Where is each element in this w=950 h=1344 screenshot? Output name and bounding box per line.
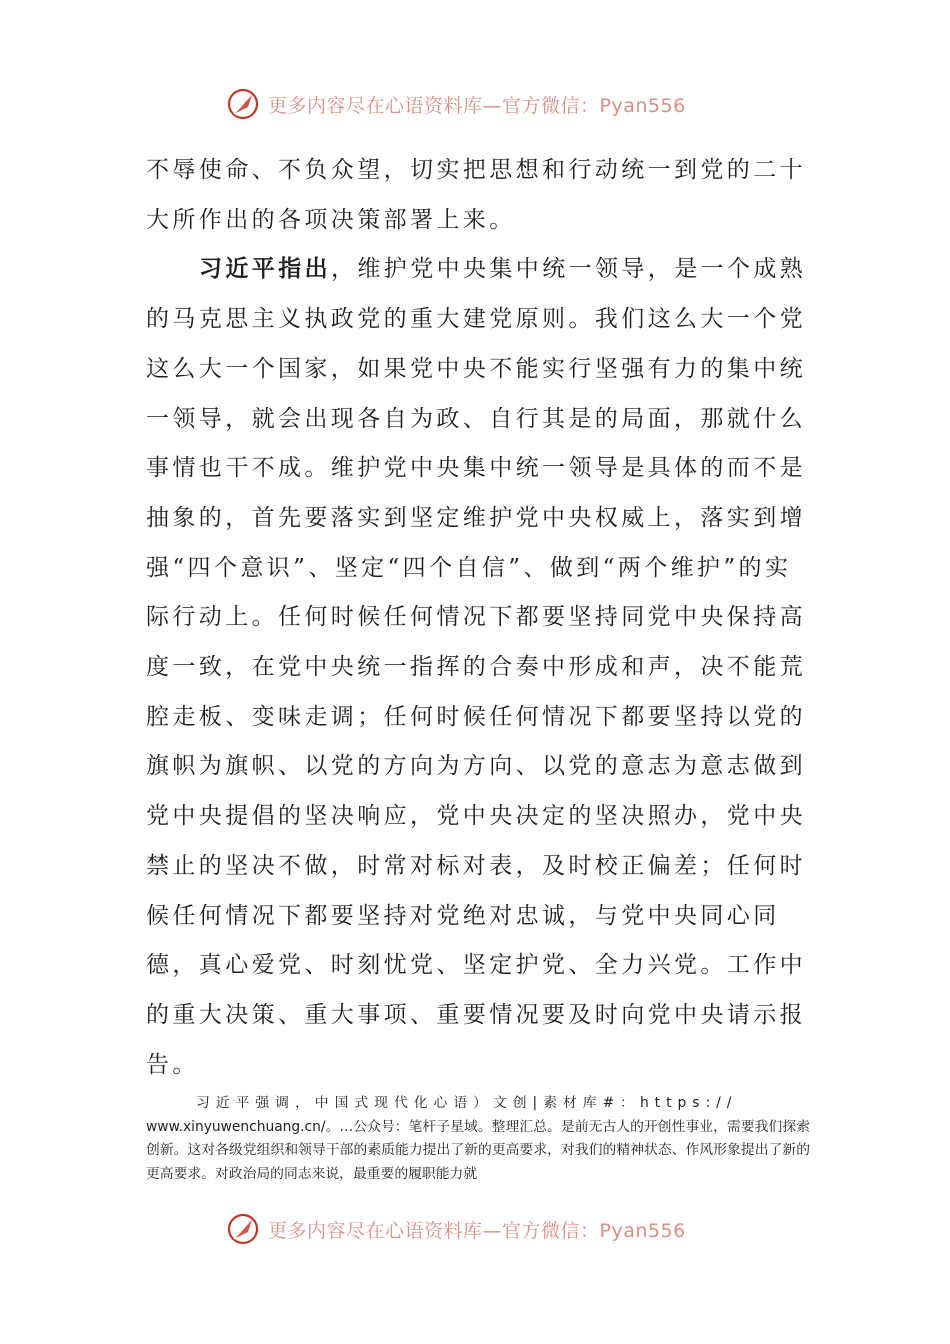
paragraph-text: ，维护党中央集中统一领导，是一个成熟的马克思主义执政党的重大建党原则。我们这么大一个党这么大一个国家，如果党中央不能实行坚强有力的集中统一领导，就会出现各自为政、自行其是的局面，那就什么事情也干不成。维护党中央集中统一领导是具体的而不是抽象的，首先要落实到坚定维护党中央权威上，落实到增强“四个意识”、坚定“四个自信”、做到“两个维护”的实际行动上。任何时候任何情况下都要坚持同党中央保持高度一致，在党中央统一指挥的合奏中形成和声，决不能荒腔走板、变味走调；任何时候任何情况下都要坚持以党的旗帜为旗帜、以党的方向为方向、以党的意志为意志做到党中央提倡的坚决响应，党中央决定的坚决照办，党中央禁止的坚决不做，时常对标对表，及时校正偏差；任何时候任何情况下都要坚持对党绝对忠诚，与党中央同心同德，真心爱党、时刻忧党、坚定护党、全力兴党。工作中的重大决策、重大事项、重要情况要及时向党中央请示报告。 [146,256,807,1078]
paragraph-lead: 习近平指出 [199,256,331,283]
footnote-block [146,1092,810,1187]
feather-pen-logo-icon [226,1212,260,1246]
continuation-paragraph: 不辱使命、不负众望，切实把思想和行动统一到党的二十大所作出的各项决策部署上来。 [146,157,806,233]
watermark-text: 更多内容尽在心语资料库—官方微信：Pyan556 [268,1219,686,1242]
main-paragraph [146,245,810,1090]
feather-pen-logo-icon [226,87,260,121]
footnote-line-2: www.xinyuwenchuang.cn/。…公众号：笔杆子星域。整理汇总。是前无古人的开创性事业，需要我们探索创新。这对各级党组织和领导干部的素质能力提出了新的更高要求，对我们的精神状态、作风形象提出了新的更高要求。对政治局的同志来说，最重要的履职能力就 [146,1118,810,1183]
footnote-line-1: 习近平强调，中国式现代化心语）文创|素材库#：https:// [196,1095,738,1111]
header-watermark [226,84,746,124]
document-body [146,146,810,1090]
watermark-text: 更多内容尽在心语资料库—官方微信：Pyan556 [268,94,686,117]
footer-watermark [226,1209,746,1249]
